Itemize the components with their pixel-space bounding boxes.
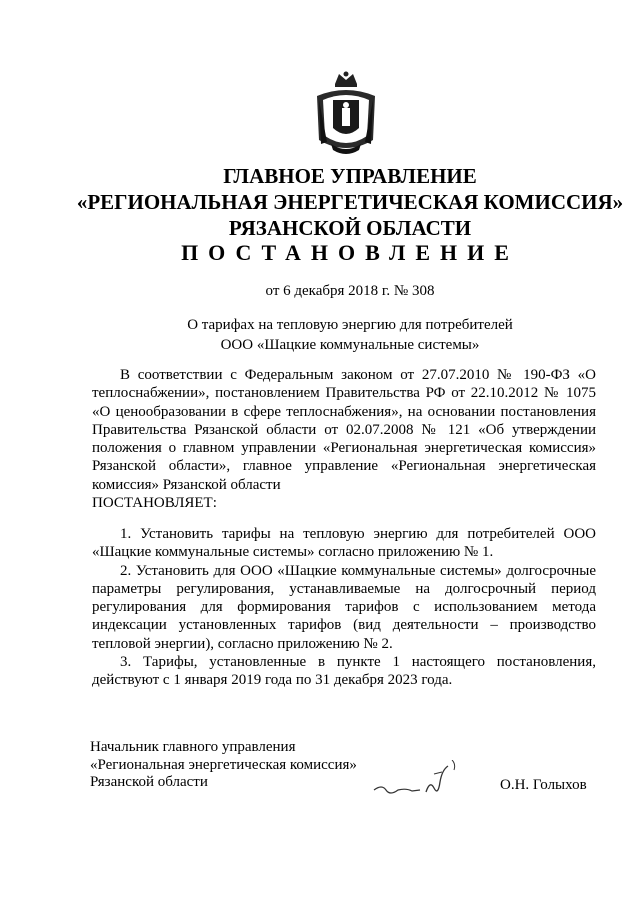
document-date: от 6 декабря 2018 г. № 308 — [265, 283, 435, 299]
decree-word: ПОСТАНОВЛЯЕТ: — [92, 495, 217, 512]
document-subject — [60, 315, 640, 355]
subject-line-1: О тарифах на тепловую энергию для потребителей — [187, 317, 513, 333]
signatory-name: О.Н. Голыхов — [500, 777, 587, 793]
position-line-2: «Региональная энергетическая комиссия» — [90, 756, 357, 773]
agency-line-2: «РЕГИОНАЛЬНАЯ ЭНЕРГЕТИЧЕСКАЯ КОМИССИЯ» — [76, 190, 624, 214]
decree-item-2: 2. Установить для ООО «Шацкие коммунальные системы» долгосрочные параметры регулирования, устанавливаемые на долгосрочный период регулирования для формирования тарифов с использованием метода индексации установленных тарифов (вид деятельности – производство тепловой энергии), согласно приложению № 2. — [92, 562, 596, 652]
position-line-3: Рязанской области — [90, 774, 208, 790]
agency-line-3: РЯЗАНСКОЙ ОБЛАСТИ — [228, 216, 472, 240]
handwritten-signature — [368, 760, 468, 805]
decree-item-3: 3. Тарифы, установленные в пункте 1 настоящего постановления, действуют с 1 января 2019 года по 31 декабря 2023 года. — [92, 654, 596, 689]
subject-line-2: ООО «Шацкие коммунальные системы» — [220, 337, 480, 353]
agency-line-1: ГЛАВНОЕ УПРАВЛЕНИЕ — [223, 164, 477, 188]
position-line-1: Начальник главного управления — [90, 739, 296, 755]
preamble-text: В соответствии с Федеральным законом от 27.07.2010 № 190-ФЗ «О теплоснабжении», постановлением Правительства РФ от 22.10.2012 № 1075 «О ценообразовании в сфере теплоснабжения», на основании постановления Правительства Рязанской области от 02.07.2008 № 121 «Об утверждении положения о главном управлении «Региональная энергетическая комиссия» Рязанской области», главное управление «Региональная энергетическая комиссия» Рязанской области — [92, 367, 596, 493]
document-type: ПОСТАНОВЛЕНИЕ — [181, 240, 519, 265]
decree-items — [92, 525, 596, 690]
coat-of-arms-icon — [311, 70, 381, 160]
decree-item-1: 1. Установить тарифы на тепловую энергию для потребителей ООО «Шацкие коммунальные системы» согласно приложению № 1. — [92, 526, 596, 561]
signatory-position — [90, 739, 357, 792]
agency-name — [60, 163, 640, 241]
preamble-block — [92, 366, 596, 512]
